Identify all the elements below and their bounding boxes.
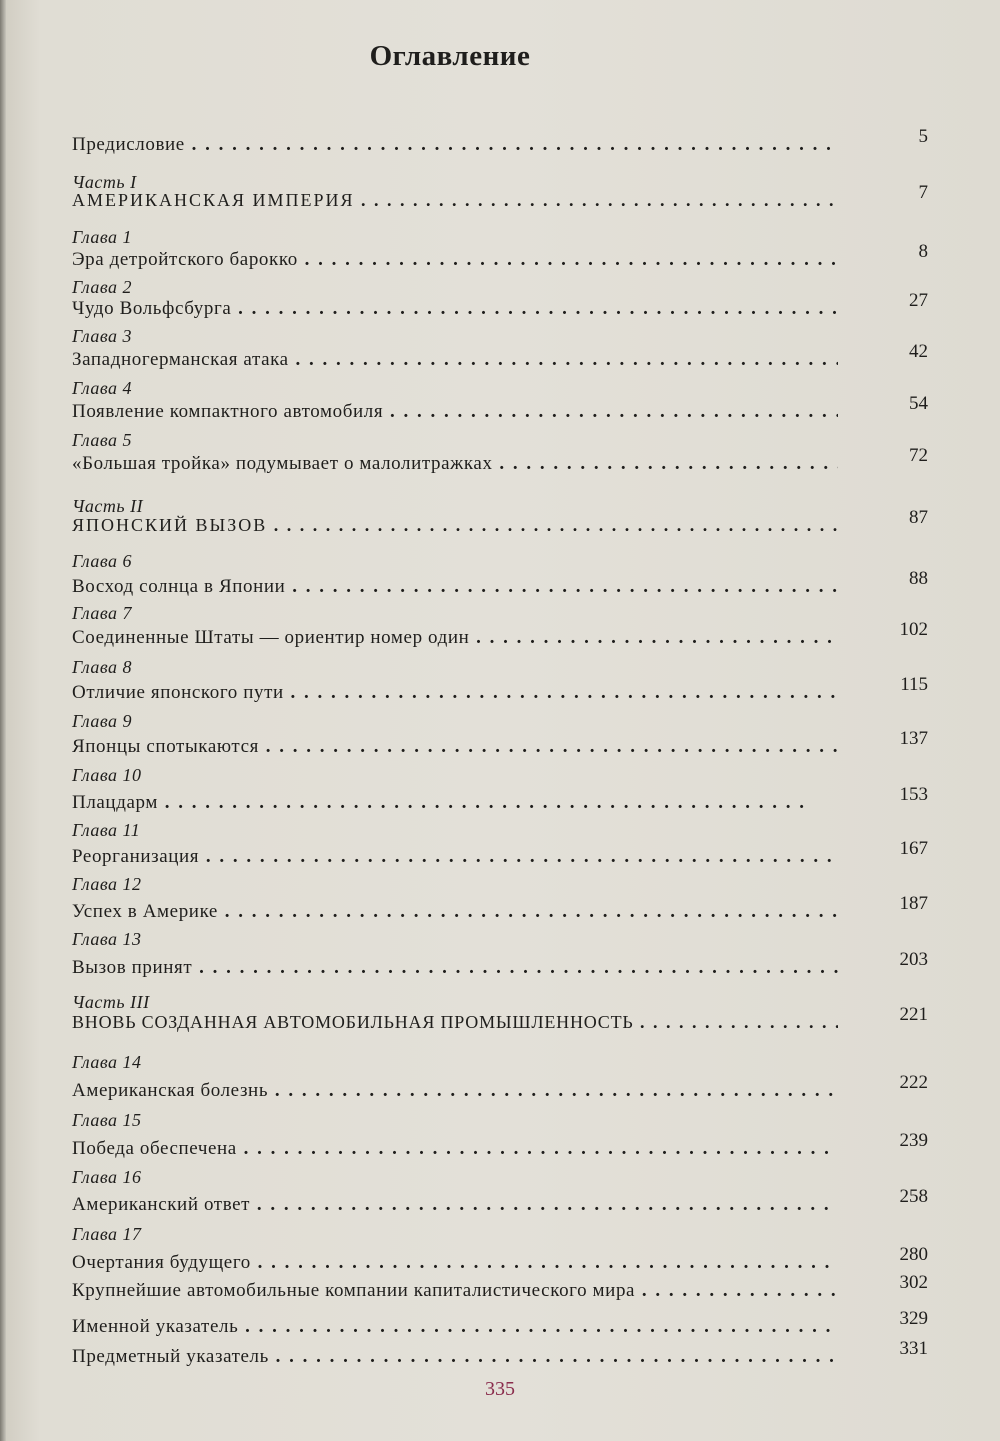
chapter-label-12: Глава 12 <box>72 874 142 894</box>
chapter-label-8: Глава 8 <box>72 657 133 677</box>
part-label-3: Часть III <box>72 992 150 1012</box>
toc-entry-page: 222 <box>899 1072 928 1093</box>
toc-entry-title: ЯПОНСКИЙ ВЫЗОВ . . <box>72 515 838 536</box>
toc-entry-title: ВНОВЬ СОЗДАННАЯ АВТОМОБИЛЬНАЯ ПРОМЫШЛЕННОСТЬ . . <box>72 1012 838 1033</box>
chapter-label-13: Глава 13 <box>72 929 142 949</box>
toc-entry-title: Вызов принят . . <box>72 957 838 979</box>
chapter-label-9: Глава 9 <box>72 711 133 731</box>
chapter-label-3: Глава 3 <box>72 326 133 346</box>
toc-entry-title: Реорганизация . . <box>72 846 838 868</box>
toc-entry-page: 329 <box>899 1308 928 1329</box>
toc-entry-title: Соединенные Штаты — ориентир номер один . . <box>72 627 838 649</box>
page-number: 335 <box>485 1378 515 1400</box>
toc-entry-title: Предисловие . . <box>72 134 838 156</box>
toc-entry-page: 115 <box>900 674 928 695</box>
chapter-label-2: Глава 2 <box>72 277 133 297</box>
toc-entry-page: 302 <box>899 1272 928 1293</box>
toc-entry-page: 88 <box>909 568 928 589</box>
toc-entry-page: 153 <box>899 784 928 805</box>
toc-entry-title: Эра детройтского барокко . . <box>72 249 838 271</box>
chapter-label-16: Глава 16 <box>72 1167 142 1187</box>
toc-entry-title: Очертания будущего . . <box>72 1252 838 1274</box>
chapter-label-11: Глава 11 <box>72 820 141 840</box>
toc-entry-title: Американская болезнь . . <box>72 1080 838 1102</box>
toc-entry-title: Предметный указатель . . <box>72 1346 838 1368</box>
chapter-label-10: Глава 10 <box>72 765 142 785</box>
toc-entry-page: 42 <box>909 341 928 362</box>
toc-entry-title: Именной указатель . . <box>72 1316 838 1338</box>
part-label-1: Часть I <box>72 172 137 192</box>
toc-entry-title: АМЕРИКАНСКАЯ ИМПЕРИЯ . . <box>72 190 838 211</box>
toc-entry-page: 239 <box>899 1130 928 1151</box>
toc-entry-page: 102 <box>899 619 928 640</box>
toc-entry-title: Отличие японского пути . . <box>72 682 838 704</box>
chapter-label-6: Глава 6 <box>72 551 133 571</box>
book-spine-shadow <box>0 0 6 1441</box>
chapter-label-1: Глава 1 <box>72 227 133 247</box>
toc-entry-page: 331 <box>899 1338 928 1359</box>
toc-entry-page: 8 <box>918 241 928 262</box>
toc-entry-title: Восход солнца в Японии . . <box>72 576 838 598</box>
toc-entry-title: Западногерманская атака . . <box>72 349 838 371</box>
toc-entry-title: Чудо Вольфсбурга . . <box>72 298 838 320</box>
toc-entry-page: 5 <box>918 126 928 147</box>
toc-entry-title: Победа обеспечена . . <box>72 1138 838 1160</box>
chapter-label-15: Глава 15 <box>72 1110 142 1130</box>
chapter-label-4: Глава 4 <box>72 378 133 398</box>
toc-entry-page: 167 <box>899 838 928 859</box>
page-title: Оглавление <box>369 40 531 72</box>
toc-entry-page: 87 <box>909 507 928 528</box>
chapter-label-17: Глава 17 <box>72 1224 142 1244</box>
toc-entry-page: 187 <box>899 893 928 914</box>
toc-entry-page: 137 <box>899 728 928 749</box>
chapter-label-5: Глава 5 <box>72 430 133 450</box>
toc-entry-title: Появление компактного автомобиля . . <box>72 401 838 423</box>
toc-entry-page: 280 <box>899 1244 928 1265</box>
toc-entry-page: 258 <box>899 1186 928 1207</box>
toc-entry-page: 203 <box>899 949 928 970</box>
part-label-2: Часть II <box>72 496 144 516</box>
toc-entry-page: 72 <box>909 445 928 466</box>
toc-entry-page: 54 <box>909 393 928 414</box>
chapter-label-14: Глава 14 <box>72 1052 142 1072</box>
toc-entry-page: 7 <box>918 182 928 203</box>
toc-entry-page: 27 <box>909 290 928 311</box>
toc-entry-title: «Большая тройка» подумывает о малолитражках . . <box>72 453 838 475</box>
toc-entry-page: 221 <box>899 1004 928 1025</box>
toc-entry-title: Американский ответ . . <box>72 1194 838 1216</box>
toc-entry-title: Японцы спотыкаются . . <box>72 736 838 758</box>
toc-entry-title: Крупнейшие автомобильные компании капиталистического мира . . <box>72 1280 838 1302</box>
chapter-label-7: Глава 7 <box>72 603 133 623</box>
toc-entry-title: Плацдарм . . <box>72 792 838 814</box>
toc-entry-title: Успех в Америке . . <box>72 901 838 923</box>
